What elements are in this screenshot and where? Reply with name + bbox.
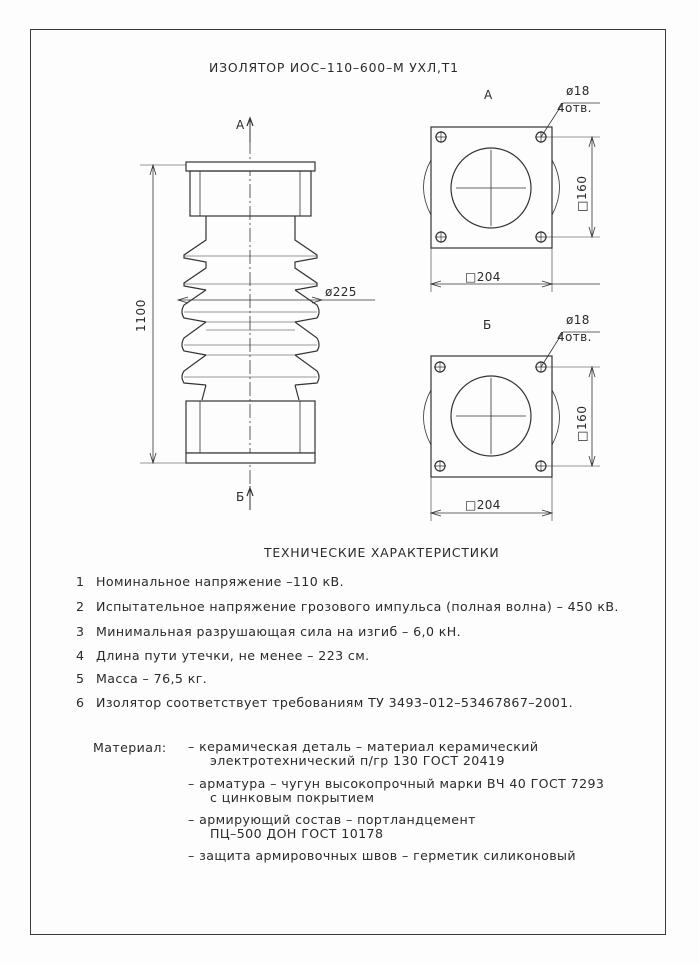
spec-item: 4 Длина пути утечки, не менее – 223 см. [76,648,370,663]
view-a-drawing [424,103,601,292]
spec-item: 1 Номинальное напряжение –110 кВ. [76,574,344,589]
view-b-side-dim: □160 [575,405,589,442]
materials-label: Материал: [93,740,167,755]
material-line: – защита армировочных швов – герметик силиконовый [188,848,576,863]
spec-item: 3 Минимальная разрушающая сила на изгиб – 6,0 кН. [76,624,462,639]
section-b-label: Б [236,490,245,504]
view-b-holes-count: 4отв. [557,330,592,344]
view-a-hole-dim: ø18 [566,84,590,98]
section-a-label: А [236,118,245,132]
spec-item: 2 Испытательное напряжение грозового импульса (полная волна) – 450 кВ. [76,599,619,614]
view-a-side-dim: □160 [575,175,589,212]
spec-item: 6 Изолятор соответствует требованиям ТУ 3493–012–53467867–2001. [76,695,573,710]
diameter-dimension: ø225 [325,285,357,299]
view-b-hole-dim: ø18 [566,313,590,327]
insulator-side-view [140,118,375,510]
material-line: – армирующий состав – портландцемент [188,812,476,827]
material-line: ПЦ–500 ДОН ГОСТ 10178 [210,826,384,841]
material-line: – керамическая деталь – материал керамический [188,739,539,754]
specs-heading: ТЕХНИЧЕСКИЕ ХАРАКТЕРИСТИКИ [264,545,500,560]
height-dimension: 1100 [134,299,148,332]
view-b-label: Б [483,318,492,332]
material-line: с цинковым покрытием [210,790,375,805]
material-line: – арматура – чугун высокопрочный марки ВЧ 40 ГОСТ 7293 [188,776,605,791]
view-a-label: А [484,88,493,102]
view-a-holes-count: 4отв. [557,101,592,115]
spec-item: 5 Масса – 76,5 кг. [76,671,208,686]
view-b-drawing [424,332,601,521]
view-b-width-dim: □204 [465,498,501,512]
material-line: электротехнический п/гр 130 ГОСТ 20419 [210,753,505,768]
view-a-width-dim: □204 [465,270,501,284]
drawing-title: ИЗОЛЯТОР ИОС–110–600–М УХЛ,Т1 [209,60,459,75]
